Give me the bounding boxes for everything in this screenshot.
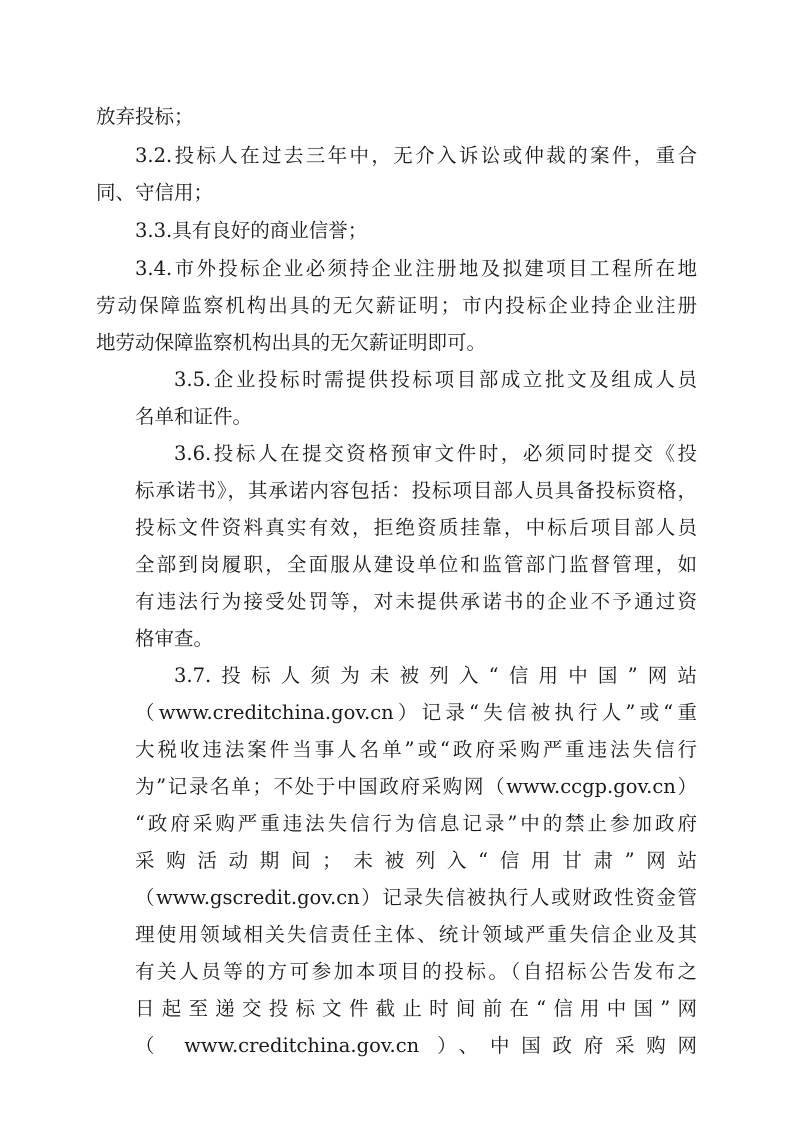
text-line: 3.2.投标人在过去三年中，无介入诉讼或仲裁的案件，重合	[135, 144, 697, 167]
text-line: 3.4.市外投标企业必须持企业注册地及拟建项目工程所在地	[135, 257, 697, 280]
text-line: 大税收违法案件当事人名单”或“政府采购严重违法失信行	[135, 738, 697, 761]
text-line: 放弃投标；	[96, 105, 194, 128]
text-line: 3.5.企业投标时需提供投标项目部成立批文及组成人员	[174, 368, 697, 391]
text-line: 3.3.具有良好的商业信誉；	[135, 219, 368, 242]
text-line: 日起至递交投标文件截止时间前在“信用中国”网	[135, 997, 697, 1020]
text-line: 全部到岗履职，全面服从建设单位和监管部门监督管理，如	[135, 553, 697, 576]
text-line: 3.7.投标人须为未被列入“信用中国”网站	[174, 664, 697, 687]
text-line: 同、守信用；	[96, 181, 214, 204]
text-line: （ www.creditchina.gov.cn ）、中国政府采购网	[135, 1034, 697, 1057]
text-line: 为”记录名单；不处于中国政府采购网（www.ccgp.gov.cn）	[135, 775, 697, 798]
text-line: 有违法行为接受处罚等，对未提供承诺书的企业不予通过资	[135, 590, 697, 613]
text-line: 理使用领域相关失信责任主体、统计领域严重失信企业及其	[135, 923, 697, 946]
text-line: “政府采购严重违法失信行为信息记录”中的禁止参加政府	[135, 812, 697, 835]
text-line: 3.6.投标人在提交资格预审文件时，必须同时提交《投	[174, 442, 697, 465]
text-line: 劳动保障监察机构出具的无欠薪证明；市内投标企业持企业注册	[96, 294, 697, 317]
text-line: 标承诺书》，其承诺内容包括：投标项目部人员具备投标资格，	[135, 479, 697, 502]
text-line: 采购活动期间；未被列入“信用甘肃”网站	[135, 849, 697, 872]
text-line: 地劳动保障监察机构出具的无欠薪证明即可。	[96, 331, 487, 354]
text-line: 投标文件资料真实有效，拒绝资质挂靠，中标后项目部人员	[135, 516, 697, 539]
text-line: （www.creditchina.gov.cn）记录“失信被执行人”或“重	[135, 701, 697, 724]
text-line: 有关人员等的方可参加本项目的投标。（自招标公告发布之	[135, 960, 697, 983]
text-line: （www.gscredit.gov.cn）记录失信被执行人或财政性资金管	[135, 886, 697, 909]
text-line: 格审查。	[135, 627, 214, 650]
text-line: 名单和证件。	[135, 405, 253, 428]
